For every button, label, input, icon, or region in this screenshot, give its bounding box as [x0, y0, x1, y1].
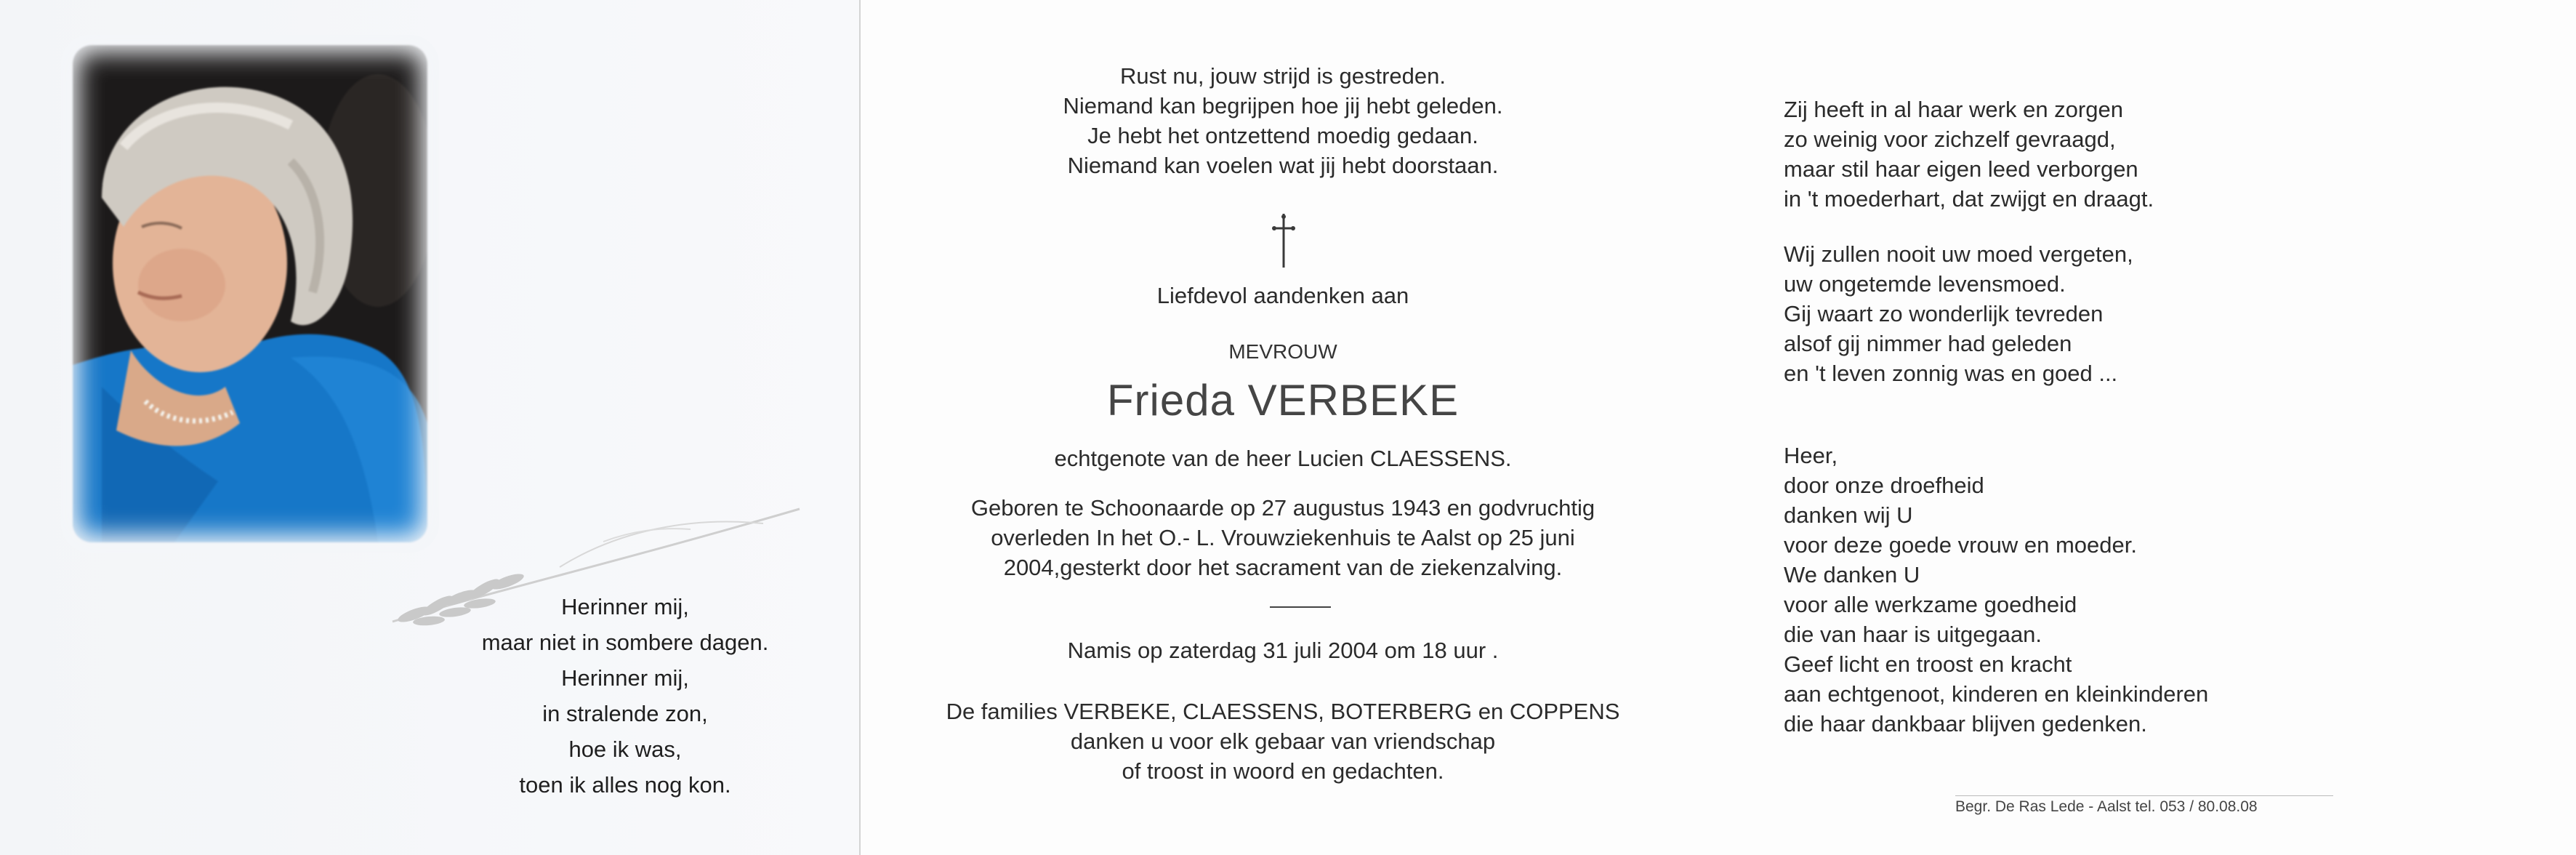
- left-poem-line: Herinner mij,: [561, 594, 689, 619]
- stanza-line: zo weinig voor zichzelf gevraagd,: [1784, 127, 2116, 152]
- prayer-line: danken wij U: [1784, 502, 1913, 528]
- stanza-line: Gij waart zo wonderlijk tevreden: [1784, 301, 2104, 326]
- stanza-line: alsof gij nimmer had geleden: [1784, 331, 2072, 356]
- prayer-line: die van haar is uitgegaan.: [1784, 622, 2042, 647]
- right-prayer: [1784, 441, 2438, 739]
- right-stanza-2: [1784, 239, 2438, 388]
- thanks-line: of troost in woord en gedachten.: [1122, 758, 1444, 784]
- bio-line: overleden In het O.- L. Vrouwziekenhuis te Aalst op 25 juni: [991, 525, 1575, 550]
- prayer-line: voor alle werkzame goedheid: [1784, 592, 2077, 617]
- left-poem-line: in stralende zon,: [542, 701, 708, 726]
- left-poem: [451, 589, 800, 803]
- stanza-line: Wij zullen nooit uw moed vergeten,: [1784, 241, 2133, 267]
- section-divider: [1270, 606, 1331, 608]
- stanza-line: maar stil haar eigen leed verborgen: [1784, 156, 2138, 182]
- portrait-photo: [73, 45, 427, 542]
- left-poem-line: hoe ik was,: [568, 736, 682, 762]
- spouse-line: echtgenote van de heer Lucien CLAESSENS.: [1054, 446, 1512, 471]
- cross-icon: [1265, 212, 1302, 269]
- prayer-line: die haar dankbaar blijven gedenken.: [1784, 711, 2147, 736]
- prayer-line: Geef licht en troost en kracht: [1784, 651, 2072, 677]
- prayer-line: voor deze goede vrouw en moeder.: [1784, 532, 2137, 558]
- printer-credit: Begr. De Ras Lede - Aalst tel. 053 / 80.08.08: [1955, 798, 2258, 815]
- deceased-name: Frieda VERBEKE: [1106, 376, 1460, 425]
- intro-poem-line: Niemand kan voelen wat jij hebt doorstaan.: [1067, 153, 1499, 178]
- family-thanks: [909, 697, 1657, 786]
- intro-poem: [909, 61, 1657, 180]
- right-stanza-1: [1784, 95, 2438, 214]
- stanza-line: uw ongetemde levensmoed.: [1784, 271, 2066, 297]
- prayer-line: We danken U: [1784, 562, 1920, 587]
- salutation: MEVROUW: [1228, 340, 1337, 363]
- bio-line: Geboren te Schoonaarde op 27 augustus 1943 en godvruchtig: [970, 495, 1595, 521]
- prayer-line: aan echtgenoot, kinderen en kleinkinderen: [1784, 681, 2209, 707]
- stanza-line: en 't leven zonnig was en goed ...: [1784, 361, 2118, 386]
- stanza-line: Zij heeft in al haar werk en zorgen: [1784, 97, 2123, 122]
- remembrance-text: Liefdevol aandenken aan: [1156, 283, 1409, 308]
- thanks-line: De families VERBEKE, CLAESSENS, BOTERBERG en COPPENS: [946, 699, 1620, 724]
- intro-poem-line: Niemand kan begrijpen hoe jij hebt geleden.: [1063, 93, 1503, 119]
- stanza-line: in 't moederhart, dat zwijgt en draagt.: [1784, 186, 2154, 212]
- left-poem-line: Herinner mij,: [561, 665, 689, 691]
- printer-rule: [1955, 795, 2333, 796]
- left-poem-line: maar niet in sombere dagen.: [481, 630, 769, 655]
- bio-line: 2004,gesterkt door het sacrament van de ziekenzalving.: [1003, 555, 1563, 580]
- intro-poem-line: Rust nu, jouw strijd is gestreden.: [1120, 63, 1446, 89]
- service-line: Namis op zaterdag 31 juli 2004 om 18 uur .: [1067, 638, 1499, 663]
- left-poem-line: toen ik alles nog kon.: [519, 772, 731, 798]
- bio-text: [909, 493, 1657, 582]
- prayer-line: door onze droefheid: [1784, 473, 1984, 498]
- prayer-line: Heer,: [1784, 443, 1838, 468]
- intro-poem-line: Je hebt het ontzettend moedig gedaan.: [1087, 123, 1478, 148]
- thanks-line: danken u voor elk gebaar van vriendschap: [1070, 728, 1496, 754]
